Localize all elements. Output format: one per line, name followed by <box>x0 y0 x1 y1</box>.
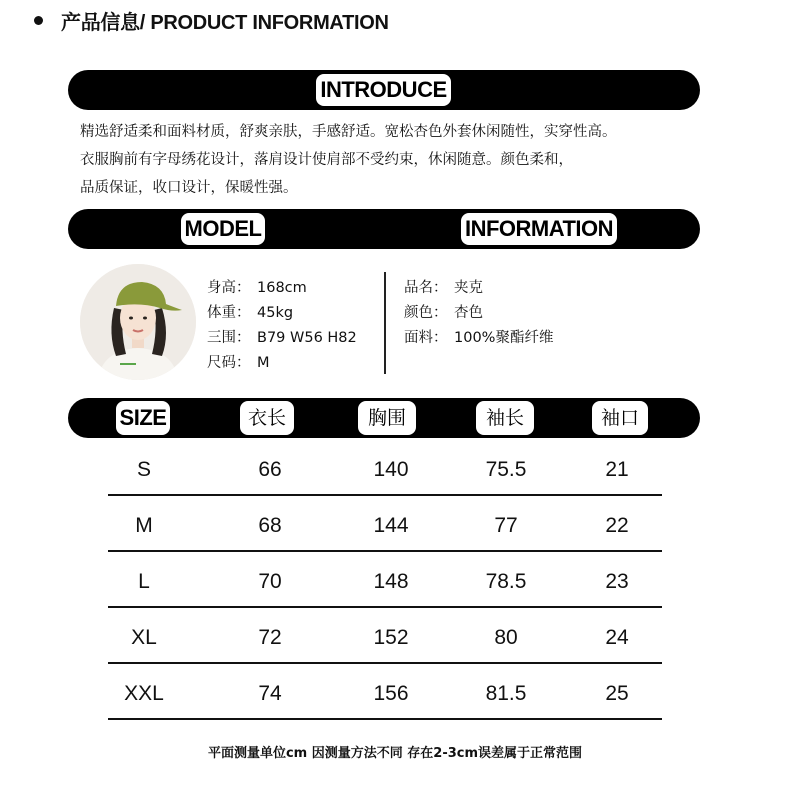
chest-cell: 152 <box>373 626 409 649</box>
stat-label: 品名： <box>404 280 448 296</box>
table-row <box>108 616 662 672</box>
page-title: 产品信息/ PRODUCT INFORMATION <box>61 12 389 34</box>
cuff-cell: 21 <box>605 458 629 481</box>
row-divider <box>108 494 662 496</box>
model-heading: MODEL <box>181 213 265 245</box>
sleeve-column-header: 袖长 <box>476 401 534 435</box>
introduce-banner <box>68 70 700 110</box>
intro-line: 衣服胸前有字母绣花设计，落肩设计使肩部不受约束，休闲随意。颜色柔和， <box>80 152 573 168</box>
table-row <box>108 560 662 616</box>
stat-value: 夹克 <box>454 280 483 296</box>
chest-cell: 156 <box>373 682 409 705</box>
sleeve-cell: 75.5 <box>485 458 527 481</box>
length-cell: 68 <box>258 514 282 537</box>
stat-value: 45kg <box>257 305 294 321</box>
sleeve-cell: 77 <box>494 514 518 537</box>
table-row <box>108 504 662 560</box>
product-stats <box>404 276 553 351</box>
information-heading: INFORMATION <box>461 213 617 245</box>
model-stats <box>207 276 357 376</box>
sleeve-cell: 78.5 <box>485 570 527 593</box>
length-cell: 70 <box>258 570 282 593</box>
model-size <box>207 351 357 376</box>
measurement-note: 平面测量单位cm 因测量方法不同 存在2-3cm误差属于正常范围 <box>207 746 583 761</box>
product-name <box>404 276 553 301</box>
length-cell: 72 <box>258 626 282 649</box>
vertical-divider <box>384 272 386 374</box>
length-column-header: 衣长 <box>240 401 294 435</box>
row-divider <box>108 606 662 608</box>
chest-cell: 144 <box>373 514 409 537</box>
size-column-header: SIZE <box>116 401 170 435</box>
size-cell: S <box>136 458 151 481</box>
stat-value: 杏色 <box>454 305 483 321</box>
product-fabric <box>404 326 553 351</box>
row-divider <box>108 550 662 552</box>
chest-cell: 140 <box>373 458 409 481</box>
length-cell: 74 <box>258 682 282 705</box>
model-weight <box>207 301 357 326</box>
cuff-cell: 23 <box>605 570 629 593</box>
size-cell: XXL <box>124 682 164 705</box>
sleeve-cell: 80 <box>494 626 518 649</box>
size-cell: M <box>135 514 153 537</box>
model-avatar <box>80 264 196 380</box>
stat-value: M <box>257 355 270 371</box>
stat-label: 颜色： <box>404 305 448 321</box>
stat-value: 168cm <box>257 280 307 296</box>
chest-column-header: 胸围 <box>358 401 416 435</box>
introduce-text <box>80 118 720 202</box>
size-cell: L <box>138 570 150 593</box>
row-divider <box>108 662 662 664</box>
size-table <box>108 448 662 728</box>
cuff-cell: 25 <box>605 682 629 705</box>
stat-label: 面料： <box>404 330 448 346</box>
size-cell: XL <box>131 626 157 649</box>
chest-cell: 148 <box>373 570 409 593</box>
stat-label: 尺码： <box>207 355 251 371</box>
model-information-banner <box>68 209 700 249</box>
intro-line: 品质保证，收口设计，保暖性强。 <box>80 180 298 196</box>
stat-label: 体重： <box>207 305 251 321</box>
cuff-column-header: 袖口 <box>592 401 648 435</box>
bullet-icon <box>34 16 43 25</box>
stat-label: 三围： <box>207 330 251 346</box>
section-header <box>34 6 389 35</box>
model-measurements <box>207 326 357 351</box>
stat-label: 身高： <box>207 280 251 296</box>
row-divider <box>108 718 662 720</box>
intro-line: 精选舒适柔和面料材质，舒爽亲肤，手感舒适。宽松杏色外套休闲随性，实穿性高。 <box>80 124 617 140</box>
product-color <box>404 301 553 326</box>
cuff-cell: 22 <box>605 514 629 537</box>
stat-value: 100%聚酯纤维 <box>454 330 554 346</box>
model-photo-icon <box>80 264 196 380</box>
sleeve-cell: 81.5 <box>485 682 527 705</box>
model-height <box>207 276 357 301</box>
stat-value: B79 W56 H82 <box>257 330 357 346</box>
size-table-header <box>68 398 700 438</box>
cuff-cell: 24 <box>605 626 629 649</box>
table-row <box>108 672 662 728</box>
length-cell: 66 <box>258 458 282 481</box>
table-row <box>108 448 662 504</box>
introduce-heading: INTRODUCE <box>316 74 451 106</box>
